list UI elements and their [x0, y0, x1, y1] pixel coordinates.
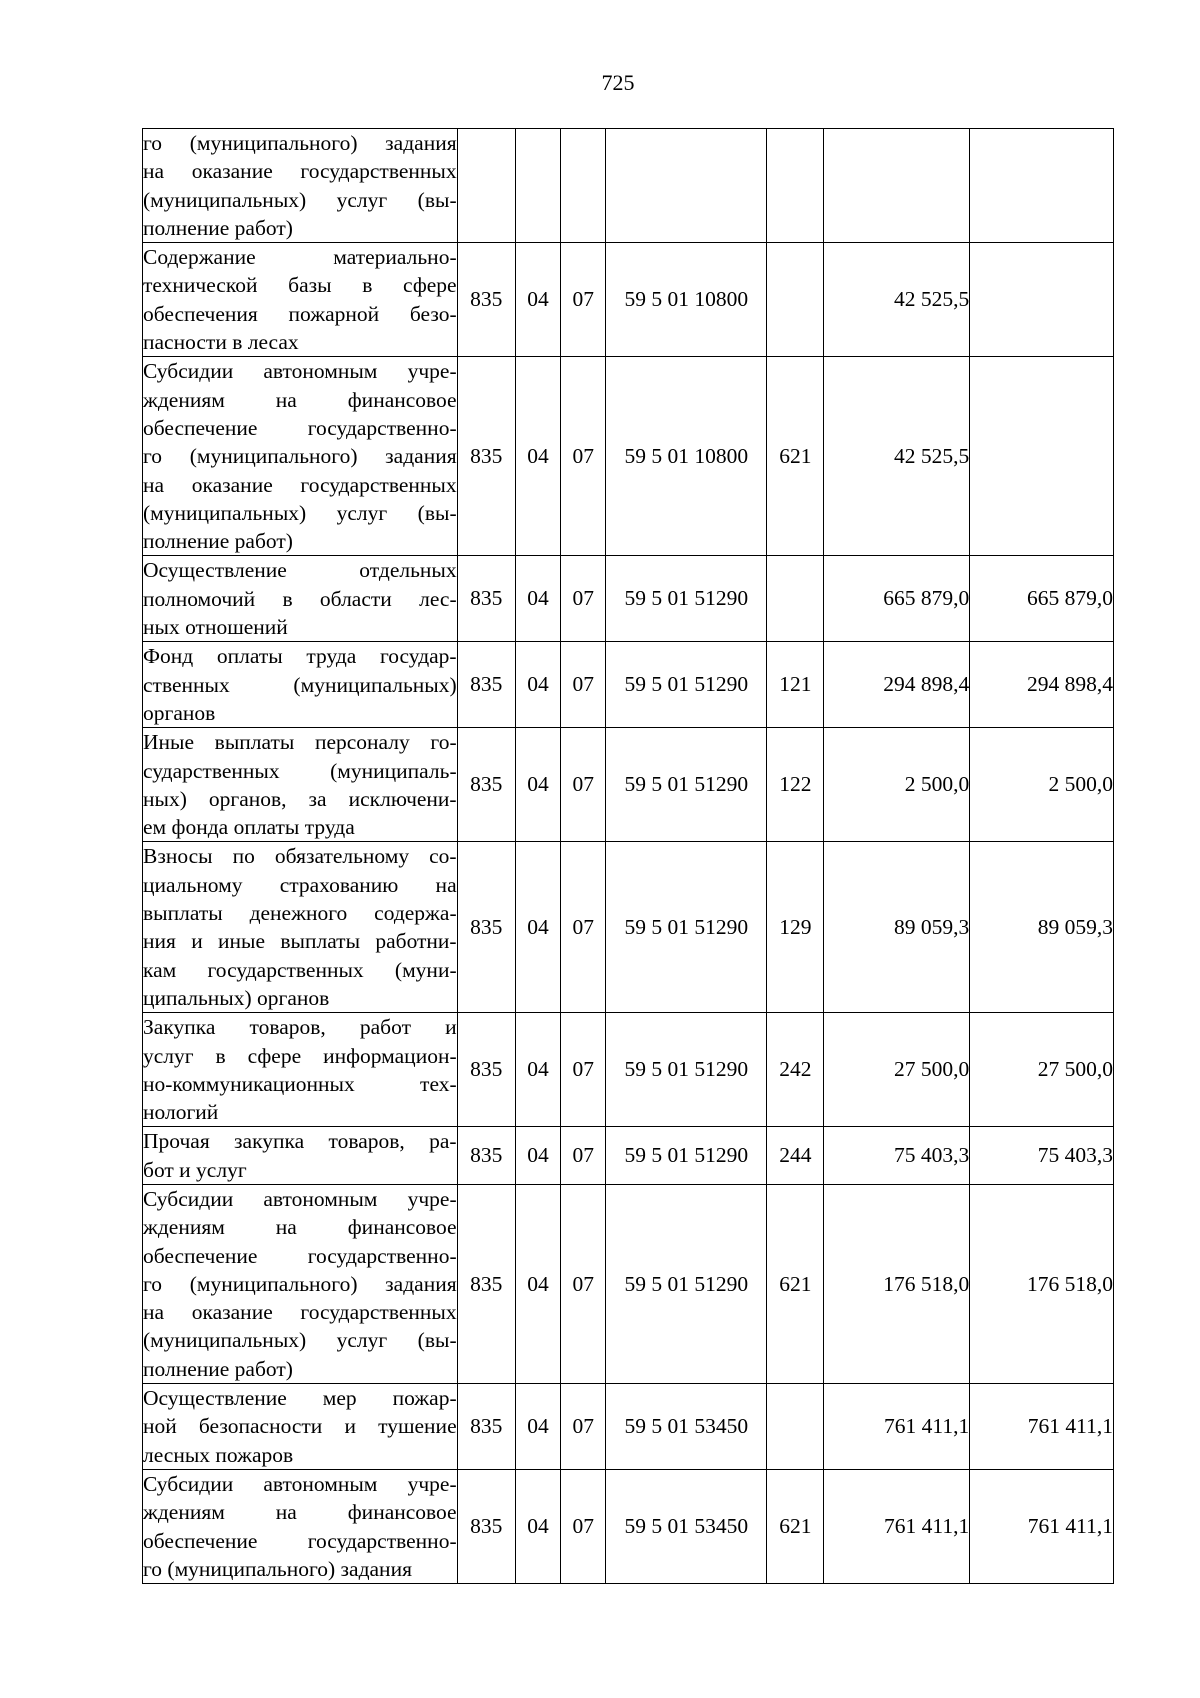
table-row	[143, 842, 1114, 1013]
table-row	[143, 1127, 1114, 1185]
table-row	[143, 243, 1114, 357]
expense-type-cell: 121	[767, 642, 824, 728]
item-name-cell	[143, 1127, 458, 1185]
table-row	[143, 1469, 1114, 1583]
item-name-line: ципальных) органов	[143, 985, 330, 1010]
subsection-code-cell	[561, 129, 606, 243]
item-name-line: го (муниципального) задания	[143, 131, 457, 155]
amount-year-2-cell: 665 879,0	[970, 556, 1114, 642]
item-name-line: Осуществление мер пожар-	[143, 1386, 457, 1411]
expense-type-cell: 621	[767, 1469, 824, 1583]
item-name-line: ем фонда оплаты труда	[143, 815, 355, 840]
item-name-line: го (муниципального) задания	[143, 1271, 457, 1296]
item-name-line: лесных пожаров	[143, 1442, 294, 1467]
section-code-cell: 04	[515, 1384, 560, 1470]
table-row	[143, 129, 1114, 243]
target-article-cell: 59 5 01 51290	[606, 642, 767, 728]
item-name-line: ния и иные выплаты работни-	[143, 929, 457, 954]
ministry-code-cell: 835	[457, 1384, 515, 1470]
subsection-code-cell: 07	[561, 1127, 606, 1185]
amount-year-1-cell: 27 500,0	[824, 1013, 970, 1127]
item-name-line: но-коммуникационных тех-	[143, 1071, 457, 1096]
item-name-line: на оказание государственных	[143, 1300, 457, 1325]
expense-type-cell: 244	[767, 1127, 824, 1185]
subsection-code-cell: 07	[561, 1184, 606, 1383]
table-row	[143, 556, 1114, 642]
table-row	[143, 1384, 1114, 1470]
amount-year-1-cell: 42 525,5	[824, 357, 970, 556]
target-article-cell: 59 5 01 51290	[606, 842, 767, 1013]
target-article-cell: 59 5 01 51290	[606, 1013, 767, 1127]
item-name-cell	[143, 842, 458, 1013]
item-name-line: Субсидии автономным учре-	[143, 1471, 457, 1496]
item-name-line: полнение работ)	[143, 215, 293, 240]
expense-type-cell: 242	[767, 1013, 824, 1127]
item-name-cell	[143, 1184, 458, 1383]
section-code-cell: 04	[515, 1127, 560, 1185]
expense-type-cell: 129	[767, 842, 824, 1013]
amount-year-2-cell: 27 500,0	[970, 1013, 1114, 1127]
amount-year-1-cell: 42 525,5	[824, 243, 970, 357]
table-row	[143, 1184, 1114, 1383]
expense-type-cell: 621	[767, 1184, 824, 1383]
item-name-line: на оказание государственных	[143, 159, 457, 184]
subsection-code-cell: 07	[561, 556, 606, 642]
table-body	[143, 129, 1114, 1584]
section-code-cell: 04	[515, 556, 560, 642]
section-code-cell: 04	[515, 243, 560, 357]
amount-year-1-cell: 89 059,3	[824, 842, 970, 1013]
item-name-line: нологий	[143, 1100, 219, 1125]
ministry-code-cell: 835	[457, 642, 515, 728]
amount-year-1-cell: 75 403,3	[824, 1127, 970, 1185]
item-name-line: (муниципальных) услуг (вы-	[143, 1328, 457, 1353]
subsection-code-cell: 07	[561, 642, 606, 728]
item-name-cell	[143, 556, 458, 642]
target-article-cell	[606, 129, 767, 243]
item-name-line: пасности в лесах	[143, 330, 299, 355]
amount-year-2-cell: 176 518,0	[970, 1184, 1114, 1383]
item-name-line: полномочий в области лес-	[143, 586, 457, 611]
expense-type-cell	[767, 129, 824, 243]
item-name-cell	[143, 357, 458, 556]
amount-year-2-cell: 75 403,3	[970, 1127, 1114, 1185]
item-name-line: обеспечение государственно-	[143, 1243, 457, 1268]
section-code-cell: 04	[515, 728, 560, 842]
item-name-line: го (муниципального) задания	[143, 444, 457, 469]
item-name-line: обеспечение государственно-	[143, 1528, 457, 1553]
target-article-cell: 59 5 01 51290	[606, 1184, 767, 1383]
item-name-line: обеспечения пожарной безо-	[143, 301, 457, 326]
amount-year-1-cell: 761 411,1	[824, 1384, 970, 1470]
amount-year-2-cell	[970, 243, 1114, 357]
amount-year-1-cell: 294 898,4	[824, 642, 970, 728]
amount-year-2-cell	[970, 129, 1114, 243]
amount-year-1-cell: 2 500,0	[824, 728, 970, 842]
section-code-cell: 04	[515, 1184, 560, 1383]
item-name-line: услуг в сфере информацион-	[143, 1043, 457, 1068]
section-code-cell: 04	[515, 642, 560, 728]
item-name-line: ждениям на финансовое	[143, 1500, 457, 1525]
amount-year-1-cell: 176 518,0	[824, 1184, 970, 1383]
ministry-code-cell: 835	[457, 1469, 515, 1583]
subsection-code-cell: 07	[561, 243, 606, 357]
item-name-cell	[143, 243, 458, 357]
table-row	[143, 642, 1114, 728]
amount-year-2-cell: 761 411,1	[970, 1469, 1114, 1583]
section-code-cell: 04	[515, 1469, 560, 1583]
item-name-line: (муниципальных) услуг (вы-	[143, 187, 457, 212]
item-name-line: сударственных (муниципаль-	[143, 758, 457, 783]
subsection-code-cell: 07	[561, 842, 606, 1013]
amount-year-2-cell: 761 411,1	[970, 1384, 1114, 1470]
target-article-cell: 59 5 01 53450	[606, 1469, 767, 1583]
subsection-code-cell: 07	[561, 1384, 606, 1470]
table-row	[143, 357, 1114, 556]
item-name-line: Фонд оплаты труда государ-	[143, 644, 457, 669]
ministry-code-cell: 835	[457, 1013, 515, 1127]
item-name-line: Субсидии автономным учре-	[143, 1186, 457, 1211]
page-number: 725	[601, 70, 635, 95]
subsection-code-cell: 07	[561, 1013, 606, 1127]
item-name-line: (муниципальных) услуг (вы-	[143, 500, 457, 525]
item-name-line: Осуществление отдельных	[143, 558, 457, 583]
item-name-line: Содержание материально-	[143, 245, 457, 270]
target-article-cell: 59 5 01 51290	[606, 1127, 767, 1185]
target-article-cell: 59 5 01 53450	[606, 1384, 767, 1470]
section-code-cell: 04	[515, 357, 560, 556]
subsection-code-cell: 07	[561, 357, 606, 556]
section-code-cell: 04	[515, 842, 560, 1013]
item-name-line: ждениям на финансовое	[143, 1215, 457, 1240]
expense-type-cell: 122	[767, 728, 824, 842]
ministry-code-cell: 835	[457, 842, 515, 1013]
amount-year-2-cell: 89 059,3	[970, 842, 1114, 1013]
item-name-cell	[143, 1384, 458, 1470]
item-name-line: органов	[143, 700, 216, 725]
item-name-cell	[143, 642, 458, 728]
expense-type-cell	[767, 556, 824, 642]
section-code-cell	[515, 129, 560, 243]
ministry-code-cell: 835	[457, 556, 515, 642]
expense-type-cell: 621	[767, 357, 824, 556]
item-name-line: ственных (муниципальных)	[143, 672, 457, 697]
subsection-code-cell: 07	[561, 1469, 606, 1583]
item-name-line: на оказание государственных	[143, 472, 457, 497]
amount-year-1-cell	[824, 129, 970, 243]
subsection-code-cell: 07	[561, 728, 606, 842]
item-name-line: технической базы в сфере	[143, 273, 457, 298]
ministry-code-cell	[457, 129, 515, 243]
item-name-line: Закупка товаров, работ и	[143, 1015, 457, 1040]
item-name-line: Прочая закупка товаров, ра-	[143, 1129, 457, 1154]
table-row	[143, 1013, 1114, 1127]
budget-table	[142, 128, 1114, 1584]
section-code-cell: 04	[515, 1013, 560, 1127]
amount-year-2-cell: 2 500,0	[970, 728, 1114, 842]
ministry-code-cell: 835	[457, 1184, 515, 1383]
expense-type-cell	[767, 1384, 824, 1470]
ministry-code-cell: 835	[457, 1127, 515, 1185]
item-name-line: Субсидии автономным учре-	[143, 359, 457, 384]
item-name-line: Иные выплаты персоналу го-	[143, 730, 457, 755]
target-article-cell: 59 5 01 51290	[606, 728, 767, 842]
expense-type-cell	[767, 243, 824, 357]
amount-year-1-cell: 761 411,1	[824, 1469, 970, 1583]
item-name-line: бот и услуг	[143, 1157, 247, 1182]
item-name-line: ных) органов, за исключени-	[143, 786, 457, 811]
amount-year-2-cell: 294 898,4	[970, 642, 1114, 728]
ministry-code-cell: 835	[457, 728, 515, 842]
item-name-line: Взносы по обязательному со-	[143, 844, 457, 869]
item-name-line: циальному страхованию на	[143, 872, 457, 897]
item-name-cell	[143, 1013, 458, 1127]
item-name-line: го (муниципального) задания	[143, 1556, 412, 1581]
item-name-cell	[143, 728, 458, 842]
item-name-line: ной безопасности и тушение	[143, 1414, 457, 1439]
item-name-line: выплаты денежного содержа-	[143, 901, 457, 926]
amount-year-2-cell	[970, 357, 1114, 556]
ministry-code-cell: 835	[457, 243, 515, 357]
item-name-line: ждениям на финансовое	[143, 387, 457, 412]
item-name-line: полнение работ)	[143, 1356, 293, 1381]
target-article-cell: 59 5 01 10800	[606, 243, 767, 357]
table-row	[143, 728, 1114, 842]
amount-year-1-cell: 665 879,0	[824, 556, 970, 642]
item-name-cell	[143, 129, 458, 243]
target-article-cell: 59 5 01 51290	[606, 556, 767, 642]
item-name-line: полнение работ)	[143, 529, 293, 554]
item-name-cell	[143, 1469, 458, 1583]
item-name-line: ных отношений	[143, 615, 288, 640]
item-name-line: обеспечение государственно-	[143, 415, 457, 440]
item-name-line: кам государственных (муни-	[143, 957, 457, 982]
target-article-cell: 59 5 01 10800	[606, 357, 767, 556]
ministry-code-cell: 835	[457, 357, 515, 556]
